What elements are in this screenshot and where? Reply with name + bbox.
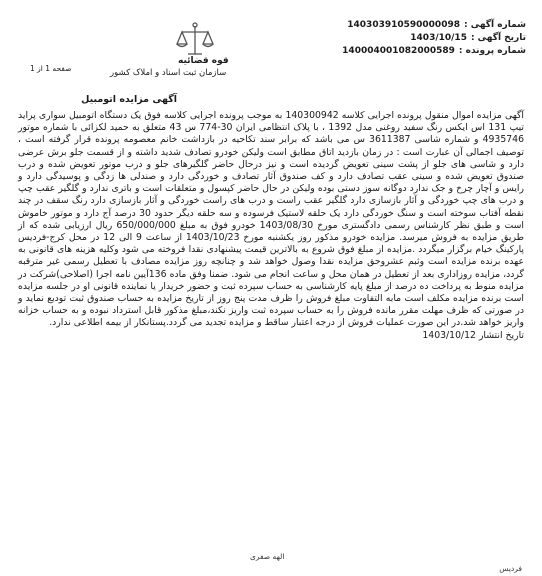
case-number-row bbox=[256, 45, 526, 58]
notice-meta bbox=[256, 19, 526, 58]
case-number: 140004001082000589 bbox=[342, 46, 455, 56]
case-number-label: شماره پرونده : bbox=[458, 46, 526, 56]
signature-name: الهه صفری bbox=[250, 552, 285, 561]
footer-location: فردیس bbox=[499, 564, 522, 573]
notice-number: 140303910590000098 bbox=[347, 20, 460, 30]
notice-body-text: آگهی مزایده اموال منقول پرونده اجرایی کلاسه 140300942 به موجب پرونده اجرایی کلاسه فوق یک دستگاه اتومبیل سواری پراید تیپ 131 اس ایکس رنگ سفید روغنی مدل 1392 ، با پلاک انتظامی ایران 30-774 س 43 متعلق به حمید لکزائی با شماره موتور 4935746 و شماره شاسی 3611387 س می باشد که برابر سند تکاحیه در بازداشت خانم معصومه پرونده قرار گرفته است ، توصیف اجمالی آن عبارت است : در زمان بازدید اتاق مطابق است ولیکن خودرو تصادف شدید داشته و از قسمت جلو برش عرضی دارد و شاسی های جلو از پشت سینی تعویض گردیده است و نیز درحال حاضر گلگیرهای جلو و درب موتور تعویض شده و درب صندوق تعویض شده و سینی عقب تصادف دارد و کف صندوق آثار تصادف و خوردگی دارد و صندلی ها زدگی و پوسیدگی دارد و رایس و آچار چرخ و جک ندارد دوگانه سوز دستی بوده ولیکن در حال حاضر کپسول و متعلقات است و باتری ندارد و گلگیر عقب چپ و درب های چپ خوردگی و آثار بازسازی دارد گلگیر عقب راست و درب های راست خوردگی و آثار بازسازی دارد رنگ سقف در چند نقطه آفتاب سوخته است و سنگ خوردگی دارد یک حلقه لاستیک فرسوده و سه حلقه دیگر حدود 30 درصد آج دارد و موتور خاموش است و طبق نظر کارشناس رسمی دادگستری مورخ 1403/08/30 خودرو فوق به مبلغ 650/000/000 ریال ارزیابی شده که از طریق مزایده به فروش میرسد. مزایده خودرو مذکور روز یکشنبه مورخ 1403/10/23 از ساعت 9 الی 12 در محل کرج-فردیس پارکینگ خیام برگزار میگردد .مزایده از مبلغ فوق شروع به بالاترین قیمت پیشنهادی نقدا فروخته می شود وکلیه هزینه های قانونی به عهده برنده مزایده است وثبم عشروحق مزایده نقدا وصول خواهد شد و چنانچه روز مزایده مصادف با تعطیل رسمی غیر مترقبه گردد، مزایده روزاداری بعد از تعطیل در همان محل و ساعت انجام می شود. ضمنا وفق ماده 136آیین نامه اجرا (اصلاحی)شرکت در مزایده منوط به پرداخت ده درصد از مبلغ پایه کارشناسی به حساب سپرده ثبت و حضور خریدار یا نماینده قانونی او در جلسه مزایده است برنده مزایده مکلف است مابه التفاوت مبلغ فروش را ظرف مدت پنج روز از تاریخ مزایده به حساب صندوق ثبت تودیع نماید و در صورتی که ظرف مهلت مقرر مانده فروش را به حساب سپرده ثبت واریز نکند،مبلغ مذکور قابل استرداد نبوده و به حساب خزانه واریز خواهد شد.در این صورت عملیات فروش از درجه اعتبار ساقط و مزایده تجدید می گردد.پستانکار از بیمه اطلاعی ندارد. bbox=[18, 110, 525, 329]
notice-number-label: شماره آگهی : bbox=[464, 20, 526, 30]
notice-heading: آگهی مزایده اتومبیل bbox=[81, 94, 177, 105]
notice-body bbox=[18, 110, 524, 342]
publish-date-line: تاریخ انتشار 1403/10/12 bbox=[422, 329, 524, 341]
notice-date: 1403/10/15 bbox=[410, 33, 467, 43]
notice-date-row bbox=[256, 32, 526, 45]
notice-number-row bbox=[256, 19, 526, 32]
org-name-judiciary: قوه قضائیه bbox=[178, 56, 229, 66]
org-name-registration: سازمان ثبت اسناد و املاک کشور bbox=[110, 68, 227, 78]
notice-date-label: تاریخ آگهی : bbox=[470, 33, 526, 43]
page-indicator: صفحه 1 از 1 bbox=[30, 64, 72, 73]
